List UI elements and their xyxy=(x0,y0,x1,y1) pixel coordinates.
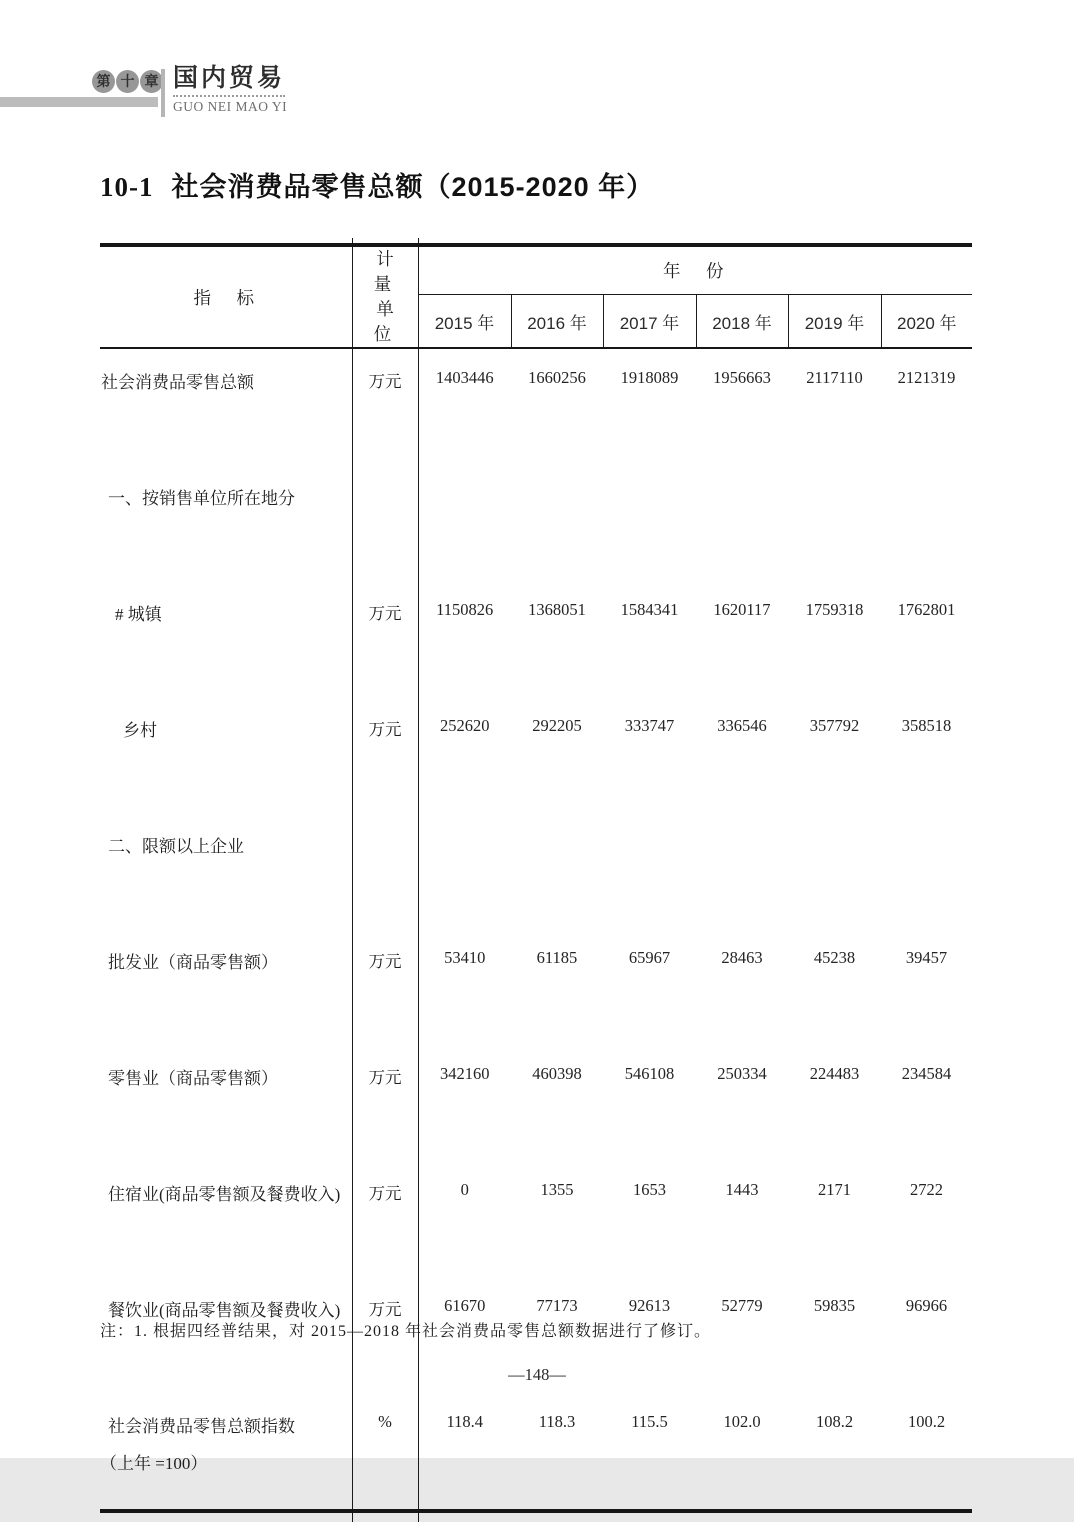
row-unit: 万元 xyxy=(352,1277,418,1393)
row-value xyxy=(418,813,511,929)
row-value: 2121319 xyxy=(897,368,956,387)
year-column-header: 2020 年 xyxy=(881,295,972,348)
row-value: 1660256 xyxy=(528,368,586,387)
row-indicator-line1: 社会消费品零售总额指数 xyxy=(108,1417,295,1436)
row-value xyxy=(696,813,788,929)
table-row xyxy=(100,813,972,929)
row-value: 100.2 xyxy=(907,1412,946,1431)
row-value: 77173 xyxy=(536,1296,578,1315)
row-value: 39457 xyxy=(905,948,948,967)
row-unit: 万元 xyxy=(352,697,418,813)
row-value: 0 xyxy=(460,1180,469,1199)
row-indicator: 二、限额以上企业 xyxy=(100,813,352,929)
row-value: 250334 xyxy=(717,1064,767,1083)
year-group-header: 年 份 xyxy=(418,245,972,295)
row-unit: 万元 xyxy=(352,581,418,697)
chapter-divider xyxy=(161,69,165,117)
row-value: 1150826 xyxy=(436,600,494,619)
row-value: 102.0 xyxy=(723,1412,761,1431)
row-value: 65967 xyxy=(628,948,671,967)
page-title xyxy=(100,165,654,204)
row-unit xyxy=(352,465,418,581)
year-column-header: 2017 年 xyxy=(603,295,696,348)
row-value: 546108 xyxy=(624,1064,675,1083)
table-row xyxy=(100,581,972,697)
row-value: 1759318 xyxy=(805,600,864,619)
table-row xyxy=(100,1393,972,1511)
row-value xyxy=(788,813,881,929)
row-value: 357792 xyxy=(809,716,860,735)
row-value: 460398 xyxy=(532,1064,582,1083)
year-column-header: 2018 年 xyxy=(696,295,788,348)
row-indicator: 餐饮业(商品零售额及餐费收入) xyxy=(100,1277,352,1393)
row-value xyxy=(418,465,511,581)
row-indicator: 社会消费品零售总额 xyxy=(100,348,352,465)
row-value: 292205 xyxy=(532,716,582,735)
row-value: 1368051 xyxy=(528,600,586,619)
row-unit: 万元 xyxy=(352,1045,418,1161)
table-rule-stub xyxy=(418,238,419,243)
row-value: 1443 xyxy=(725,1180,759,1199)
page-number: —148— xyxy=(508,1365,566,1384)
row-value: 252620 xyxy=(440,716,490,735)
table-rule-stub xyxy=(352,1513,353,1522)
row-value: 1403446 xyxy=(435,368,494,387)
row-unit: 万元 xyxy=(352,929,418,1045)
row-value: 342160 xyxy=(440,1064,490,1083)
unit-header-line2: 单 位 xyxy=(373,299,422,344)
table-rule-stub xyxy=(352,238,353,243)
table-row xyxy=(100,1045,972,1161)
unit-header-line1: 计 量 xyxy=(373,249,422,294)
row-value: 2117110 xyxy=(806,368,863,387)
row-indicator: # 城镇 xyxy=(100,581,352,697)
row-indicator: 住宿业(商品零售额及餐费收入) xyxy=(100,1161,352,1277)
row-unit: 万元 xyxy=(352,1161,418,1277)
row-value: 336546 xyxy=(717,716,767,735)
row-value: 118.4 xyxy=(446,1412,483,1431)
row-value: 1620117 xyxy=(713,600,771,619)
table-row xyxy=(100,929,972,1045)
row-value: 1956663 xyxy=(713,368,771,387)
year-column-header: 2019 年 xyxy=(788,295,881,348)
row-value xyxy=(511,465,603,581)
row-value: 115.5 xyxy=(631,1412,668,1431)
row-indicator xyxy=(100,1393,352,1511)
row-indicator: 乡村 xyxy=(100,697,352,813)
year-column-header: 2015 年 xyxy=(418,295,511,348)
table-rule-stub xyxy=(418,1513,419,1522)
row-unit: % xyxy=(352,1393,418,1511)
year-column-header: 2016 年 xyxy=(511,295,603,348)
row-value xyxy=(881,465,972,581)
table-row xyxy=(100,465,972,581)
chapter-subtitle: GUO NEI MAO YI xyxy=(173,99,288,114)
row-value: 1918089 xyxy=(620,368,679,387)
indicator-column-header: 指 标 xyxy=(100,245,352,348)
row-value: 2171 xyxy=(818,1180,851,1199)
row-value: 59835 xyxy=(813,1296,856,1315)
row-value: 358518 xyxy=(901,716,952,735)
title-number: 10-1 xyxy=(100,172,154,202)
row-value xyxy=(603,813,696,929)
row-unit: 万元 xyxy=(352,348,418,465)
row-value xyxy=(788,465,881,581)
row-value: 52779 xyxy=(721,1296,763,1315)
row-indicator-line2: （上年 =100） xyxy=(100,1454,208,1473)
row-value xyxy=(603,465,696,581)
unit-column-header xyxy=(352,245,422,348)
row-value: 1355 xyxy=(540,1180,574,1199)
row-value: 28463 xyxy=(721,948,763,967)
row-value: 224483 xyxy=(809,1064,860,1083)
row-value: 53410 xyxy=(444,948,486,967)
row-value: 108.2 xyxy=(815,1412,854,1431)
row-value xyxy=(511,813,603,929)
row-indicator: 一、按销售单位所在地分 xyxy=(100,465,352,581)
row-value: 234584 xyxy=(901,1064,952,1083)
row-value xyxy=(696,465,788,581)
row-value xyxy=(881,813,972,929)
row-value: 1584341 xyxy=(620,600,679,619)
row-indicator: 批发业（商品零售额） xyxy=(100,929,352,1045)
title-text: 社会消费品零售总额（2015-2020 年） xyxy=(171,172,655,202)
footnote: 注：1. 根据四经普结果，对 2015—2018 年社会消费品零售总额数据进行了修订。 xyxy=(100,1323,712,1340)
chapter-badge xyxy=(92,70,164,93)
table-row xyxy=(100,1161,972,1277)
chapter-title: 国内贸易 xyxy=(173,63,285,97)
row-value: 61185 xyxy=(536,948,578,967)
row-value: 1762801 xyxy=(897,600,956,619)
row-value: 45238 xyxy=(813,948,856,967)
chapter-accent-bar xyxy=(0,97,158,107)
row-unit xyxy=(352,813,418,929)
row-value: 96966 xyxy=(905,1296,948,1315)
row-value: 1653 xyxy=(633,1180,666,1199)
row-value: 92613 xyxy=(628,1296,671,1315)
row-value: 2722 xyxy=(910,1180,944,1199)
row-indicator: 零售业（商品零售额） xyxy=(100,1045,352,1161)
row-value: 61670 xyxy=(444,1296,486,1315)
chapter-badge-char: 第 xyxy=(92,70,115,93)
table-row xyxy=(100,697,972,813)
chapter-header xyxy=(173,63,287,115)
row-value: 118.3 xyxy=(538,1412,576,1431)
chapter-badge-char: 十 xyxy=(116,70,139,93)
chapter-badge-char: 章 xyxy=(140,70,163,93)
table-row xyxy=(100,348,972,465)
row-value: 333747 xyxy=(624,716,675,735)
